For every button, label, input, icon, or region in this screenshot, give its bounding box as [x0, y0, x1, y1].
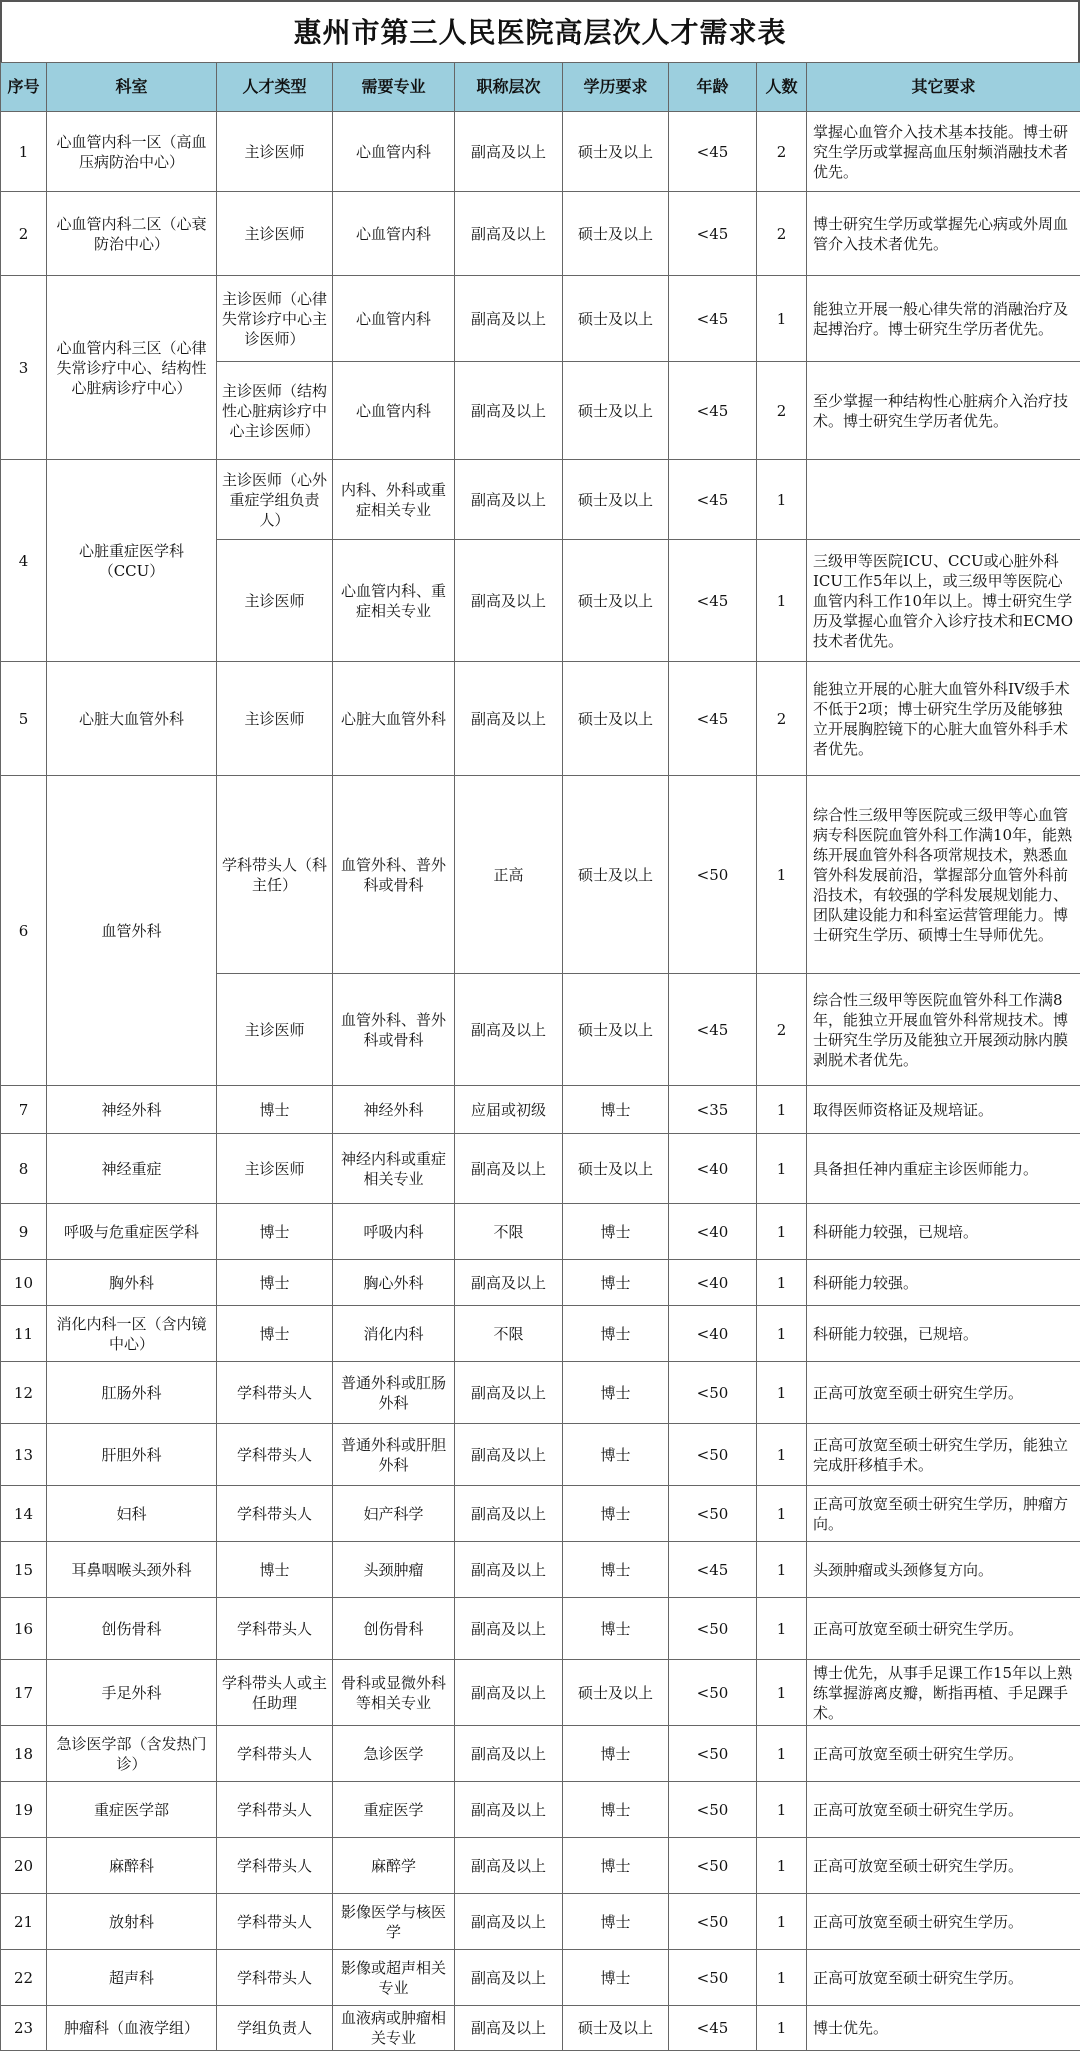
cell-department: 血管外科 [47, 776, 217, 1086]
cell-title-level: 副高及以上 [455, 1894, 563, 1950]
cell-count: 1 [757, 2006, 807, 2051]
header-major: 需要专业 [333, 63, 455, 112]
cell-other-requirements: 正高可放宽至硕士研究生学历，肿瘤方向。 [807, 1486, 1080, 1542]
cell-major: 影像或超声相关专业 [333, 1950, 455, 2006]
cell-age: <50 [669, 1894, 757, 1950]
cell-education: 硕士及以上 [563, 460, 669, 540]
cell-age: <45 [669, 192, 757, 276]
cell-other-requirements: 头颈肿瘤或头颈修复方向。 [807, 1542, 1080, 1598]
cell-major: 心血管内科 [333, 276, 455, 362]
cell-talent-type: 学科带头人 [217, 1598, 333, 1660]
cell-other-requirements [807, 460, 1080, 540]
cell-education: 博士 [563, 1598, 669, 1660]
cell-age: <50 [669, 1660, 757, 1726]
cell-age: <50 [669, 1424, 757, 1486]
cell-number: 11 [1, 1306, 47, 1362]
cell-title-level: 副高及以上 [455, 1542, 563, 1598]
cell-education: 博士 [563, 1362, 669, 1424]
cell-number: 7 [1, 1086, 47, 1134]
cell-talent-type: 博士 [217, 1306, 333, 1362]
cell-count: 1 [757, 1424, 807, 1486]
cell-count: 1 [757, 276, 807, 362]
cell-talent-type: 博士 [217, 1260, 333, 1306]
cell-count: 1 [757, 1134, 807, 1204]
cell-education: 博士 [563, 1306, 669, 1362]
table-row [1, 1726, 1080, 1782]
table-title: 惠州市第三人民医院高层次人才需求表 [0, 0, 1080, 62]
cell-department: 重症医学部 [47, 1782, 217, 1838]
cell-title-level: 副高及以上 [455, 662, 563, 776]
table-row [1, 1894, 1080, 1950]
cell-department: 心血管内科三区（心律失常诊疗中心、结构性心脏病诊疗中心） [47, 276, 217, 460]
cell-number: 16 [1, 1598, 47, 1660]
cell-count: 1 [757, 1306, 807, 1362]
table-row [1, 1838, 1080, 1894]
header-no: 序号 [1, 63, 47, 112]
cell-talent-type: 主诊医师（心律失常诊疗中心主诊医师） [217, 276, 333, 362]
header-count: 人数 [757, 63, 807, 112]
cell-title-level: 副高及以上 [455, 1424, 563, 1486]
cell-education: 硕士及以上 [563, 540, 669, 662]
cell-title-level: 副高及以上 [455, 362, 563, 460]
cell-count: 1 [757, 776, 807, 974]
cell-title-level: 副高及以上 [455, 112, 563, 192]
cell-age: <45 [669, 1542, 757, 1598]
cell-title-level: 副高及以上 [455, 1726, 563, 1782]
cell-department: 神经外科 [47, 1086, 217, 1134]
table-row [1, 1134, 1080, 1204]
cell-major: 妇产科学 [333, 1486, 455, 1542]
cell-department: 心血管内科二区（心衰防治中心） [47, 192, 217, 276]
cell-number: 23 [1, 2006, 47, 2051]
cell-department: 创伤骨科 [47, 1598, 217, 1660]
cell-count: 1 [757, 1950, 807, 2006]
cell-title-level: 副高及以上 [455, 1362, 563, 1424]
cell-title-level: 副高及以上 [455, 1260, 563, 1306]
header-row [1, 63, 1080, 112]
cell-major: 心血管内科 [333, 362, 455, 460]
cell-count: 1 [757, 1598, 807, 1660]
cell-count: 1 [757, 1838, 807, 1894]
cell-education: 硕士及以上 [563, 192, 669, 276]
cell-number: 20 [1, 1838, 47, 1894]
cell-number: 4 [1, 460, 47, 662]
cell-major: 神经内科或重症相关专业 [333, 1134, 455, 1204]
cell-other-requirements: 正高可放宽至硕士研究生学历。 [807, 1838, 1080, 1894]
cell-age: <50 [669, 1838, 757, 1894]
cell-title-level: 副高及以上 [455, 1598, 563, 1660]
cell-education: 博士 [563, 1782, 669, 1838]
table-row [1, 1086, 1080, 1134]
cell-other-requirements: 科研能力较强，已规培。 [807, 1204, 1080, 1260]
cell-education: 硕士及以上 [563, 776, 669, 974]
cell-education: 博士 [563, 1950, 669, 2006]
cell-title-level: 副高及以上 [455, 1486, 563, 1542]
cell-education: 硕士及以上 [563, 974, 669, 1086]
cell-talent-type: 学科带头人 [217, 1424, 333, 1486]
cell-education: 硕士及以上 [563, 276, 669, 362]
cell-other-requirements: 综合性三级甲等医院血管外科工作满8年，能独立开展血管外科常规技术。博士研究生学历及能独立开展颈动脉内膜剥脱术者优先。 [807, 974, 1080, 1086]
cell-major: 创伤骨科 [333, 1598, 455, 1660]
cell-title-level: 不限 [455, 1204, 563, 1260]
cell-education: 博士 [563, 1486, 669, 1542]
cell-title-level: 副高及以上 [455, 1134, 563, 1204]
cell-talent-type: 学科带头人 [217, 1362, 333, 1424]
table-row [1, 1782, 1080, 1838]
cell-major: 普通外科或肝胆外科 [333, 1424, 455, 1486]
cell-talent-type: 学科带头人（科主任） [217, 776, 333, 974]
cell-title-level: 副高及以上 [455, 1950, 563, 2006]
cell-major: 头颈肿瘤 [333, 1542, 455, 1598]
cell-count: 1 [757, 460, 807, 540]
table-row [1, 1204, 1080, 1260]
cell-education: 硕士及以上 [563, 112, 669, 192]
cell-other-requirements: 掌握心血管介入技术基本技能。博士研究生学历或掌握高血压射频消融技术者优先。 [807, 112, 1080, 192]
cell-count: 2 [757, 662, 807, 776]
cell-department: 急诊医学部（含发热门诊） [47, 1726, 217, 1782]
cell-count: 1 [757, 1542, 807, 1598]
cell-department: 心脏重症医学科（CCU） [47, 460, 217, 662]
cell-number: 13 [1, 1424, 47, 1486]
cell-other-requirements: 能独立开展的心脏大血管外科IV级手术不低于2项；博士研究生学历及能够独立开展胸腔镜下的心脏大血管外科手术者优先。 [807, 662, 1080, 776]
cell-age: <50 [669, 1598, 757, 1660]
cell-talent-type: 主诊医师 [217, 112, 333, 192]
cell-number: 22 [1, 1950, 47, 2006]
cell-major: 骨科或显微外科等相关专业 [333, 1660, 455, 1726]
table-row [1, 276, 1080, 362]
cell-number: 19 [1, 1782, 47, 1838]
cell-other-requirements: 具备担任神内重症主诊医师能力。 [807, 1134, 1080, 1204]
header-other-requirements: 其它要求 [807, 63, 1080, 112]
header-type: 人才类型 [217, 63, 333, 112]
table-row [1, 1660, 1080, 1726]
cell-department: 手足外科 [47, 1660, 217, 1726]
cell-major: 心脏大血管外科 [333, 662, 455, 776]
cell-number: 1 [1, 112, 47, 192]
cell-count: 1 [757, 1894, 807, 1950]
cell-age: <45 [669, 460, 757, 540]
cell-number: 14 [1, 1486, 47, 1542]
cell-education: 硕士及以上 [563, 362, 669, 460]
cell-title-level: 正高 [455, 776, 563, 974]
cell-age: <45 [669, 112, 757, 192]
cell-education: 博士 [563, 1894, 669, 1950]
cell-count: 1 [757, 1086, 807, 1134]
cell-major: 心血管内科 [333, 192, 455, 276]
cell-education: 硕士及以上 [563, 2006, 669, 2051]
cell-title-level: 副高及以上 [455, 974, 563, 1086]
cell-number: 17 [1, 1660, 47, 1726]
cell-talent-type: 学科带头人 [217, 1486, 333, 1542]
cell-number: 3 [1, 276, 47, 460]
cell-education: 博士 [563, 1542, 669, 1598]
cell-major: 心血管内科、重症相关专业 [333, 540, 455, 662]
cell-title-level: 副高及以上 [455, 540, 563, 662]
cell-age: <35 [669, 1086, 757, 1134]
cell-number: 18 [1, 1726, 47, 1782]
cell-talent-type: 博士 [217, 1204, 333, 1260]
cell-talent-type: 主诊医师 [217, 540, 333, 662]
cell-title-level: 副高及以上 [455, 1838, 563, 1894]
cell-department: 妇科 [47, 1486, 217, 1542]
cell-other-requirements: 正高可放宽至硕士研究生学历。 [807, 1362, 1080, 1424]
cell-talent-type: 博士 [217, 1542, 333, 1598]
cell-major: 重症医学 [333, 1782, 455, 1838]
table-row [1, 1486, 1080, 1542]
cell-major: 血管外科、普外科或骨科 [333, 776, 455, 974]
cell-age: <50 [669, 1950, 757, 2006]
table-row [1, 1542, 1080, 1598]
cell-major: 影像医学与核医学 [333, 1894, 455, 1950]
table-row [1, 776, 1080, 974]
cell-count: 1 [757, 540, 807, 662]
header-dept: 科室 [47, 63, 217, 112]
cell-age: <40 [669, 1204, 757, 1260]
cell-count: 1 [757, 1660, 807, 1726]
cell-education: 硕士及以上 [563, 1134, 669, 1204]
cell-other-requirements: 能独立开展一般心律失常的消融治疗及起搏治疗。博士研究生学历者优先。 [807, 276, 1080, 362]
header-age: 年龄 [669, 63, 757, 112]
cell-other-requirements: 正高可放宽至硕士研究生学历。 [807, 1782, 1080, 1838]
cell-title-level: 副高及以上 [455, 2006, 563, 2051]
cell-count: 2 [757, 974, 807, 1086]
cell-department: 超声科 [47, 1950, 217, 2006]
cell-other-requirements: 博士优先。 [807, 2006, 1080, 2051]
cell-title-level: 不限 [455, 1306, 563, 1362]
cell-major: 普通外科或肛肠外科 [333, 1362, 455, 1424]
cell-talent-type: 主诊医师 [217, 192, 333, 276]
cell-department: 心血管内科一区（高血压病防治中心） [47, 112, 217, 192]
cell-department: 神经重症 [47, 1134, 217, 1204]
cell-talent-type: 学科带头人 [217, 1950, 333, 2006]
cell-department: 耳鼻咽喉头颈外科 [47, 1542, 217, 1598]
cell-major: 心血管内科 [333, 112, 455, 192]
cell-number: 21 [1, 1894, 47, 1950]
cell-age: <40 [669, 1306, 757, 1362]
cell-talent-type: 主诊医师 [217, 662, 333, 776]
cell-other-requirements: 正高可放宽至硕士研究生学历。 [807, 1894, 1080, 1950]
cell-department: 肿瘤科（血液学组） [47, 2006, 217, 2051]
cell-major: 血管外科、普外科或骨科 [333, 974, 455, 1086]
cell-title-level: 副高及以上 [455, 192, 563, 276]
cell-number: 6 [1, 776, 47, 1086]
cell-talent-type: 主诊医师 [217, 974, 333, 1086]
cell-talent-type: 博士 [217, 1086, 333, 1134]
cell-major: 麻醉学 [333, 1838, 455, 1894]
table-row [1, 460, 1080, 540]
cell-education: 博士 [563, 1424, 669, 1486]
table-row [1, 2006, 1080, 2051]
table-row [1, 1424, 1080, 1486]
cell-age: <45 [669, 662, 757, 776]
cell-department: 麻醉科 [47, 1838, 217, 1894]
cell-other-requirements: 正高可放宽至硕士研究生学历。 [807, 1950, 1080, 2006]
cell-number: 9 [1, 1204, 47, 1260]
cell-age: <45 [669, 362, 757, 460]
cell-major: 急诊医学 [333, 1726, 455, 1782]
cell-number: 12 [1, 1362, 47, 1424]
cell-number: 5 [1, 662, 47, 776]
cell-education: 硕士及以上 [563, 1660, 669, 1726]
cell-major: 消化内科 [333, 1306, 455, 1362]
cell-other-requirements: 博士研究生学历或掌握先心病或外周血管介入技术者优先。 [807, 192, 1080, 276]
header-title-level: 职称层次 [455, 63, 563, 112]
table-row [1, 1598, 1080, 1660]
cell-other-requirements: 正高可放宽至硕士研究生学历，能独立完成肝移植手术。 [807, 1424, 1080, 1486]
cell-major: 胸心外科 [333, 1260, 455, 1306]
cell-education: 博士 [563, 1260, 669, 1306]
cell-department: 肛肠外科 [47, 1362, 217, 1424]
cell-education: 博士 [563, 1086, 669, 1134]
cell-number: 2 [1, 192, 47, 276]
cell-talent-type: 学科带头人 [217, 1894, 333, 1950]
cell-count: 1 [757, 1486, 807, 1542]
cell-department: 心脏大血管外科 [47, 662, 217, 776]
cell-other-requirements: 至少掌握一种结构性心脏病介入治疗技术。博士研究生学历者优先。 [807, 362, 1080, 460]
cell-count: 2 [757, 362, 807, 460]
cell-title-level: 副高及以上 [455, 1782, 563, 1838]
cell-major: 内科、外科或重症相关专业 [333, 460, 455, 540]
cell-department: 放射科 [47, 1894, 217, 1950]
cell-other-requirements: 三级甲等医院ICU、CCU或心脏外科ICU工作5年以上，或三级甲等医院心血管内科工作10年以上。博士研究生学历及掌握心血管介入诊疗技术和ECMO技术者优先。 [807, 540, 1080, 662]
cell-age: <45 [669, 276, 757, 362]
cell-other-requirements: 科研能力较强，已规培。 [807, 1306, 1080, 1362]
cell-major: 呼吸内科 [333, 1204, 455, 1260]
cell-number: 8 [1, 1134, 47, 1204]
cell-age: <45 [669, 540, 757, 662]
table-row [1, 1260, 1080, 1306]
cell-age: <50 [669, 1486, 757, 1542]
cell-age: <50 [669, 776, 757, 974]
cell-education: 博士 [563, 1838, 669, 1894]
cell-other-requirements: 正高可放宽至硕士研究生学历。 [807, 1598, 1080, 1660]
cell-title-level: 副高及以上 [455, 460, 563, 540]
cell-age: <45 [669, 2006, 757, 2051]
cell-other-requirements: 正高可放宽至硕士研究生学历。 [807, 1726, 1080, 1782]
cell-talent-type: 学科带头人 [217, 1838, 333, 1894]
cell-count: 1 [757, 1726, 807, 1782]
cell-age: <50 [669, 1362, 757, 1424]
cell-count: 1 [757, 1204, 807, 1260]
cell-talent-type: 学科带头人或主任助理 [217, 1660, 333, 1726]
table-row [1, 192, 1080, 276]
table-row [1, 112, 1080, 192]
cell-education: 硕士及以上 [563, 662, 669, 776]
table-row [1, 1950, 1080, 2006]
cell-department: 消化内科一区（含内镜中心） [47, 1306, 217, 1362]
table-row [1, 1362, 1080, 1424]
cell-major: 血液病或肿瘤相关专业 [333, 2006, 455, 2051]
cell-number: 10 [1, 1260, 47, 1306]
cell-talent-type: 主诊医师 [217, 1134, 333, 1204]
cell-age: <50 [669, 1726, 757, 1782]
cell-other-requirements: 综合性三级甲等医院或三级甲等心血管病专科医院血管外科工作满10年，能熟练开展血管外科各项常规技术，熟悉血管外科发展前沿，掌握部分血管外科前沿技术，有较强的学科发展规划能力、团队建设能力和科室运营管理能力。博士研究生学历、硕博士生导师优先。 [807, 776, 1080, 974]
cell-count: 1 [757, 1782, 807, 1838]
cell-talent-type: 主诊医师（结构性心脏病诊疗中心主诊医师） [217, 362, 333, 460]
header-education: 学历要求 [563, 63, 669, 112]
cell-age: <50 [669, 1782, 757, 1838]
cell-other-requirements: 博士优先，从事手足课工作15年以上熟练掌握游离皮瓣，断指再植、手足踝手术。 [807, 1660, 1080, 1726]
cell-count: 2 [757, 112, 807, 192]
cell-other-requirements: 科研能力较强。 [807, 1260, 1080, 1306]
cell-title-level: 副高及以上 [455, 276, 563, 362]
cell-count: 1 [757, 1260, 807, 1306]
cell-talent-type: 主诊医师（心外重症学组负责人） [217, 460, 333, 540]
cell-title-level: 应届或初级 [455, 1086, 563, 1134]
cell-education: 博士 [563, 1204, 669, 1260]
cell-education: 博士 [563, 1726, 669, 1782]
talent-demand-table [0, 62, 1080, 2051]
cell-talent-type: 学组负责人 [217, 2006, 333, 2051]
cell-age: <40 [669, 1260, 757, 1306]
cell-age: <45 [669, 974, 757, 1086]
table-row [1, 662, 1080, 776]
cell-age: <40 [669, 1134, 757, 1204]
cell-department: 胸外科 [47, 1260, 217, 1306]
cell-count: 2 [757, 192, 807, 276]
cell-talent-type: 学科带头人 [217, 1726, 333, 1782]
cell-department: 肝胆外科 [47, 1424, 217, 1486]
cell-other-requirements: 取得医师资格证及规培证。 [807, 1086, 1080, 1134]
cell-title-level: 副高及以上 [455, 1660, 563, 1726]
table-row [1, 1306, 1080, 1362]
cell-talent-type: 学科带头人 [217, 1782, 333, 1838]
cell-major: 神经外科 [333, 1086, 455, 1134]
cell-number: 15 [1, 1542, 47, 1598]
cell-department: 呼吸与危重症医学科 [47, 1204, 217, 1260]
cell-count: 1 [757, 1362, 807, 1424]
